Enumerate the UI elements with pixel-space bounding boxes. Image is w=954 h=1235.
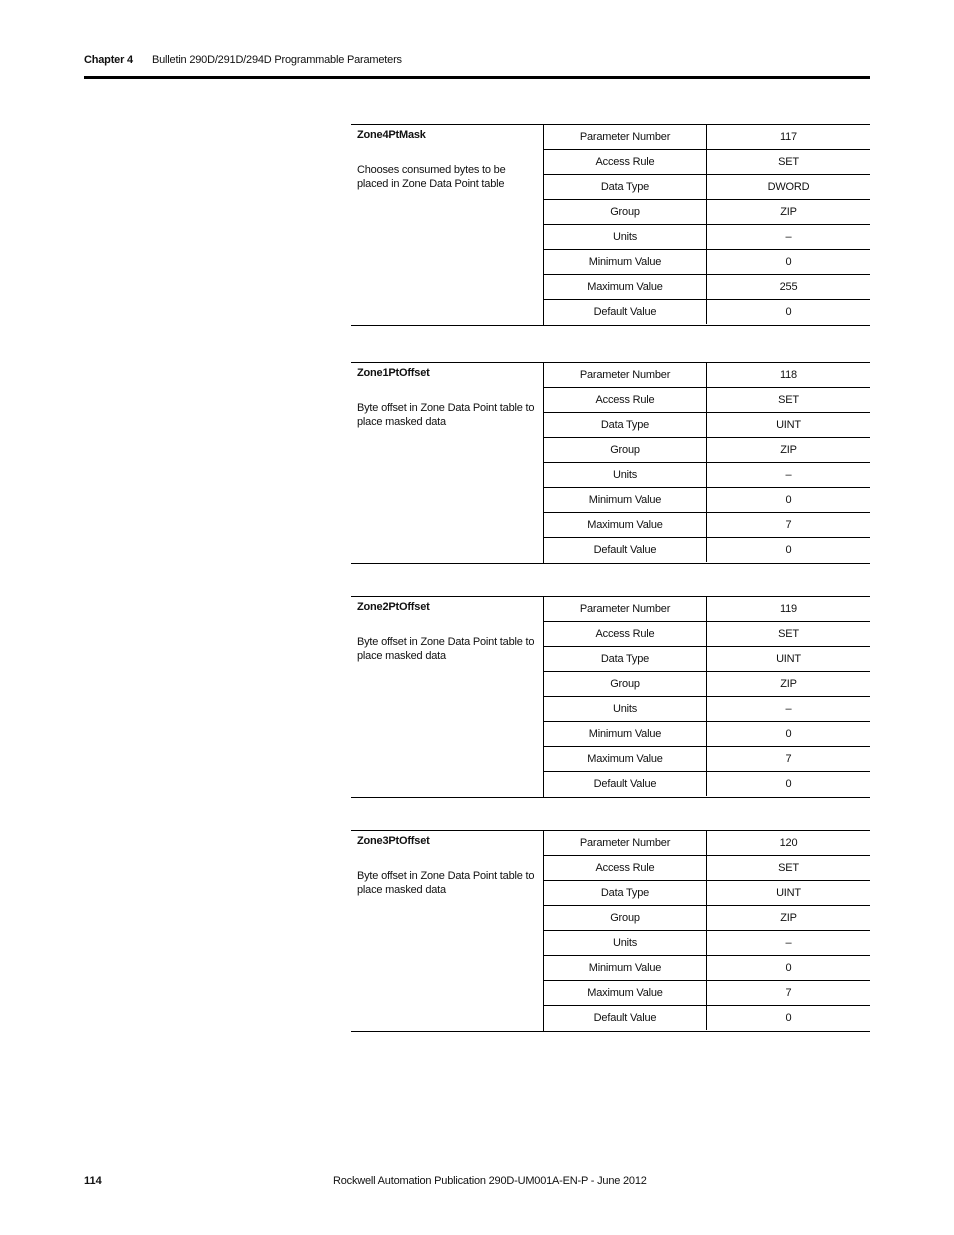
row-value: 7 (707, 981, 871, 1006)
table-row (544, 488, 870, 513)
row-label: Units (544, 931, 707, 956)
row-label: Minimum Value (544, 250, 707, 275)
row-value: UINT (707, 413, 871, 438)
table-row (544, 300, 870, 325)
row-label: Default Value (544, 538, 707, 563)
row-label: Maximum Value (544, 747, 707, 772)
row-value: 0 (707, 722, 871, 747)
table-row (544, 697, 870, 722)
table-row (544, 150, 870, 175)
param-block-zone3ptoffset (351, 830, 870, 1032)
row-value: UINT (707, 881, 871, 906)
row-label: Default Value (544, 300, 707, 325)
row-value: 120 (707, 831, 871, 856)
table-row (544, 597, 870, 622)
table-row (544, 722, 870, 747)
row-label: Data Type (544, 647, 707, 672)
row-label: Minimum Value (544, 488, 707, 513)
row-label: Data Type (544, 175, 707, 200)
param-name: Zone3PtOffset (357, 835, 430, 847)
param-table (544, 125, 870, 324)
table-row (544, 275, 870, 300)
row-value: – (707, 697, 871, 722)
table-row (544, 438, 870, 463)
param-description: Byte offset in Zone Data Point table to place masked data (357, 636, 535, 662)
row-label: Default Value (544, 1006, 707, 1031)
page-number: 114 (84, 1175, 102, 1187)
row-value: – (707, 225, 871, 250)
row-label: Units (544, 225, 707, 250)
table-row (544, 772, 870, 797)
row-value: UINT (707, 647, 871, 672)
row-value: SET (707, 388, 871, 413)
row-value: ZIP (707, 672, 871, 697)
table-row (544, 672, 870, 697)
table-row (544, 413, 870, 438)
chapter-label: Chapter 4 (84, 54, 133, 66)
row-value: 0 (707, 250, 871, 275)
param-table (544, 831, 870, 1030)
row-value: 0 (707, 956, 871, 981)
table-row (544, 981, 870, 1006)
row-value: SET (707, 856, 871, 881)
param-info (351, 125, 544, 325)
row-value: – (707, 931, 871, 956)
param-name: Zone2PtOffset (357, 601, 430, 613)
row-label: Units (544, 697, 707, 722)
param-description: Byte offset in Zone Data Point table to place masked data (357, 402, 535, 428)
param-block-zone2ptoffset (351, 596, 870, 798)
table-row (544, 956, 870, 981)
row-value: 0 (785, 1012, 792, 1024)
table-row (544, 175, 870, 200)
row-label: Maximum Value (544, 513, 707, 538)
row-label: Minimum Value (544, 956, 707, 981)
param-description: Chooses consumed bytes to be placed in Zone Data Point table (357, 164, 506, 190)
row-label: Minimum Value (544, 722, 707, 747)
param-block-zone1ptoffset (351, 362, 870, 564)
row-label: Parameter Number (544, 831, 707, 856)
table-row (544, 831, 870, 856)
row-value: SET (707, 150, 871, 175)
table-row (544, 125, 870, 150)
row-value: 0 (785, 778, 792, 790)
table-row (544, 200, 870, 225)
row-label: Data Type (544, 881, 707, 906)
table-row (544, 881, 870, 906)
row-value: 117 (707, 125, 871, 150)
row-value: 7 (707, 513, 871, 538)
row-label: Parameter Number (544, 125, 707, 150)
row-label: Access Rule (544, 856, 707, 881)
row-value: 0 (785, 306, 792, 318)
row-label: Group (544, 906, 707, 931)
publication-footer: Rockwell Automation Publication 290D-UM001A-EN-P - June 2012 (333, 1175, 647, 1187)
table-row (544, 225, 870, 250)
row-value: 119 (707, 597, 871, 622)
row-label: Group (544, 672, 707, 697)
table-row (544, 250, 870, 275)
table-row (544, 388, 870, 413)
row-label: Access Rule (544, 150, 707, 175)
row-value: ZIP (707, 906, 871, 931)
page-header (84, 52, 870, 79)
row-value: 0 (785, 544, 792, 556)
param-block-zone4ptmask (351, 124, 870, 326)
table-row (544, 538, 870, 563)
param-info (351, 831, 544, 1031)
row-label: Parameter Number (544, 597, 707, 622)
row-label: Group (544, 438, 707, 463)
param-name: Zone4PtMask (357, 129, 426, 141)
table-row (544, 747, 870, 772)
param-info (351, 597, 544, 797)
table-row (544, 363, 870, 388)
table-row (544, 856, 870, 881)
table-row (544, 513, 870, 538)
row-label: Group (544, 200, 707, 225)
row-value: SET (707, 622, 871, 647)
row-label: Access Rule (544, 622, 707, 647)
param-table (544, 363, 870, 562)
table-row (544, 1006, 870, 1031)
row-label: Maximum Value (544, 275, 707, 300)
param-description: Byte offset in Zone Data Point table to place masked data (357, 870, 535, 896)
table-row (544, 647, 870, 672)
param-info (351, 363, 544, 563)
row-value: 118 (707, 363, 871, 388)
row-value: 0 (707, 488, 871, 513)
row-label: Access Rule (544, 388, 707, 413)
row-value: 255 (707, 275, 871, 300)
table-row (544, 622, 870, 647)
row-value: – (707, 463, 871, 488)
row-value: ZIP (707, 200, 871, 225)
header-title: Bulletin 290D/291D/294D Programmable Parameters (152, 54, 402, 66)
row-label: Default Value (544, 772, 707, 797)
table-row (544, 931, 870, 956)
table-row (544, 906, 870, 931)
row-value: DWORD (707, 175, 871, 200)
row-label: Data Type (544, 413, 707, 438)
row-label: Parameter Number (544, 363, 707, 388)
table-row (544, 463, 870, 488)
row-value: 7 (707, 747, 871, 772)
row-value: ZIP (707, 438, 871, 463)
param-name: Zone1PtOffset (357, 367, 430, 379)
row-label: Maximum Value (544, 981, 707, 1006)
param-table (544, 597, 870, 796)
row-label: Units (544, 463, 707, 488)
